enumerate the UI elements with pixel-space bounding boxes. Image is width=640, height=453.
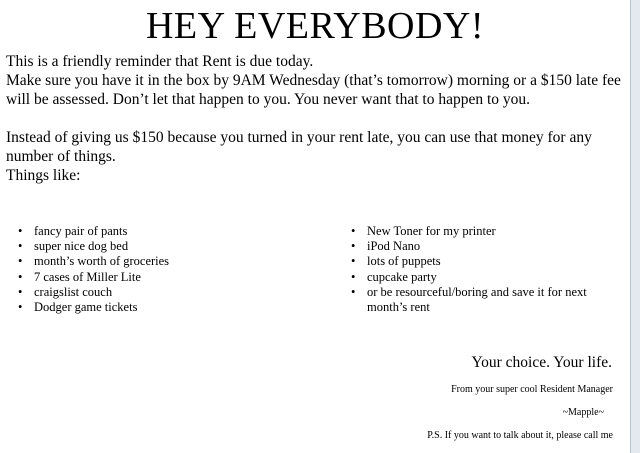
list-item: • Dodger game tickets (6, 300, 326, 315)
list-item: • month’s worth of groceries (6, 254, 326, 269)
list-item: • iPod Nano (339, 239, 609, 254)
headline: HEY EVERYBODY! (145, 5, 485, 47)
signature: ~Mapple~ (562, 407, 604, 418)
list-item: • fancy pair of pants (6, 224, 326, 239)
paragraph-spacer (6, 109, 626, 128)
postscript: P.S. If you want to talk about it, please call me (427, 430, 613, 441)
suggestions-list-left (6, 224, 326, 315)
list-item: • super nice dog bed (6, 239, 326, 254)
page-margin-background (631, 0, 640, 453)
closing-line: Your choice. Your life. (471, 354, 612, 371)
list-item: • 7 cases of Miller Lite (6, 270, 326, 285)
list-item: • craigslist couch (6, 285, 326, 300)
list-item: • or be resourceful/boring and save it for next month’s rent (339, 285, 609, 315)
list-item: • cupcake party (339, 270, 609, 285)
alternative-paragraph: Instead of giving us $150 because you turned in your rent late, you can use that money for any number of things. (6, 129, 592, 165)
list-item: • lots of puppets (339, 254, 609, 269)
list-item: • New Toner for my printer (339, 224, 609, 239)
suggestions-list-right (339, 224, 609, 315)
deadline-paragraph: Make sure you have it in the box by 9AM Wednesday (that’s tomorrow) morning or a $150 late fee will be assessed. Don’t let that happen to you. You never want that to happen to you. (6, 72, 621, 108)
body-text (6, 52, 626, 185)
things-like-label: Things like: (6, 167, 81, 184)
signoff-line: From your super cool Resident Manager (451, 384, 613, 395)
reminder-paragraph: This is a friendly reminder that Rent is due today. (6, 53, 314, 70)
